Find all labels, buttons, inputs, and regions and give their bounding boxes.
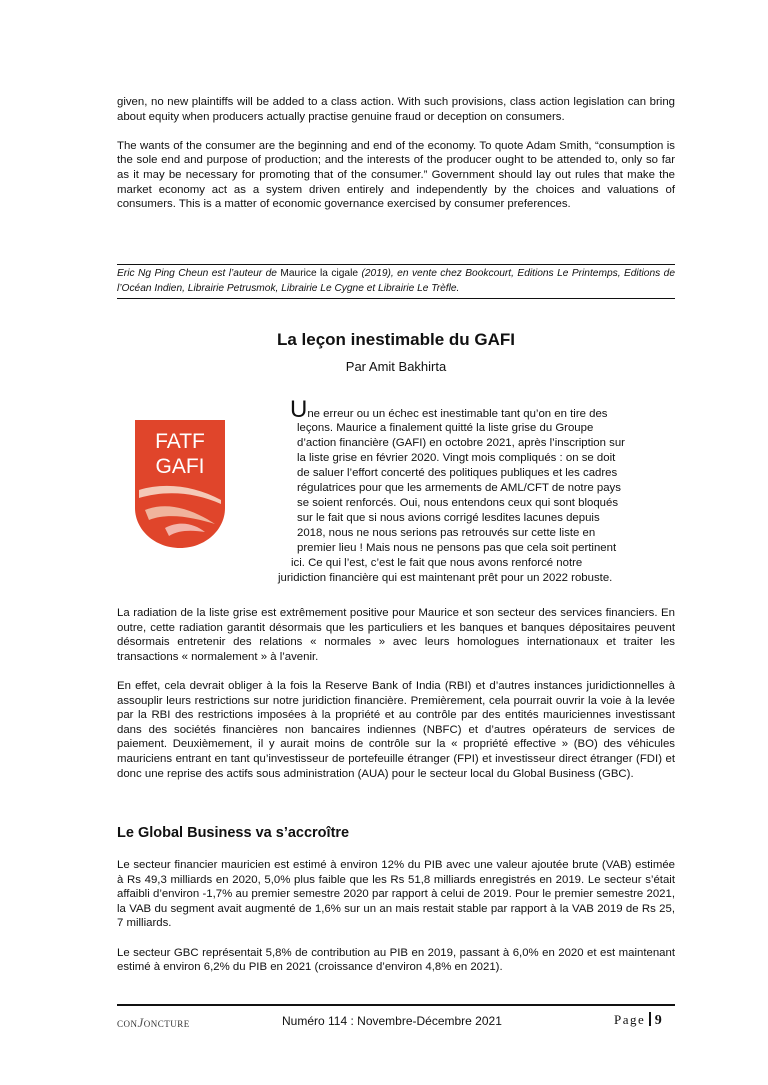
intro-line: la liste grise en février 2020. Vingt mois compliqués : on se doit — [297, 452, 616, 464]
paragraph: Le secteur financier mauricien est estimé à environ 12% du PIB avec une valeur ajoutée brute (VAB) estimée à Rs 49,3 milliards en 2020, 5,0% plus faible que les Rs 51,8 milliards enregistrés en 2019. Le secteur s’était affaibli d’environ -1,7% au premier semestre 2020 par rapport à celui de 2019. Pour le premier semestre 2021, la VAB du segment avait augmenté de 1,6% sur un an mais restait stable par rapport à la VAB 2019 de Rs 25, 7 milliards. — [117, 859, 675, 930]
author-note-c: (2019), en vente chez Bookcourt, Editions Le Printemps, Editions de l’Océan Indien, Librairie Petrusmok, Librairie Le Cygne et Librairie Le Trèfle. — [117, 268, 675, 294]
continuation-text — [117, 95, 675, 212]
intro-line: premier lieu ! Mais nous ne pensons pas que cela soit pertinent — [297, 542, 617, 554]
intro-line: d’action financière (GAFI) en octobre 2021, après l’inscription sur — [297, 437, 625, 449]
intro-line: sur le fait que si nous avions corrigé lesdites lacunes depuis — [297, 512, 600, 524]
page-num: 9 — [654, 1013, 664, 1028]
intro-line: se soient renforcés. Oui, nous entendons ceux qui sont bloqués — [297, 497, 619, 509]
intro-line: ici. Ce qui l’est, c’est le fait que nous avons renforcé notre — [291, 557, 583, 569]
intro-line: de saluer l’effort concerté des politiques publiques et les cadres — [297, 467, 618, 479]
paragraph: Le secteur GBC représentait 5,8% de contribution au PIB en 2019, passant à 6,0% en 2020 et est maintenant estimé à environ 6,2% du PIB en 2021 (croissance d’environ 4,8% en 2021). — [117, 946, 675, 974]
conjoncture-logo: CONJONCTURE — [117, 1015, 190, 1030]
article-title: La leçon inestimable du GAFI — [276, 330, 516, 349]
intro-line-1: Une erreur ou un échec est inestimable tant qu’on en tire des — [290, 396, 608, 423]
logo-line2: GAFI — [155, 455, 205, 478]
article-body-2 — [117, 858, 675, 975]
author-note-a: Eric Ng Ping Cheun est l’auteur de — [117, 268, 281, 279]
dropcap: U — [290, 396, 308, 423]
intro-line: juridiction financière qui est maintenant prêt pour un 2022 robuste. — [278, 572, 613, 584]
intro-line: régulatrices pour que les armements de AML/CFT de notre pays — [297, 482, 621, 494]
author-note — [117, 267, 675, 296]
paragraph: En effet, cela devrait obliger à la fois la Reserve Bank of India (RBI) et d’autres instances juridictionnelles à assouplir leurs restrictions sur notre juridiction financière. Premièrement, cela pourrait ouvrir la voie à la levée par la RBI des restrictions imposées à la propriété et au contrôle par des entités mauriciennes investissant dans des sociétés financières non bancaires indiennes (NBFC) et d’autres opérateurs de services de paiement. Deuxièmement, il y aurait moins de contrôle sur la « propriété effective » (BO) des véhicules mauriciens entrant en tant qu’investisseur de portefeuille étranger (FPI) et investisseur direct étranger (FDI) et donc une reprise des actifs sous administration (AUA) pour le secteur local du Global Business (GBC). — [117, 679, 675, 780]
paragraph: La radiation de la liste grise est extrêmement positive pour Maurice et son secteur des services financiers. En outre, cette radiation garantit désormais que les particuliers et les banques et banques dépositaires peuvent désormais entretenir des relations « normales » avec leurs homologues internationaux et traiter les transactions « normalement » à l’avenir. — [117, 607, 675, 663]
note-top-rule — [117, 264, 675, 265]
fatf-gafi-logo — [135, 420, 225, 548]
page-label: Page — [614, 1012, 646, 1027]
paragraph: given, no new plaintiffs will be added to a class action. With such provisions, class action legislation can bring about equity when producers actually practise genuine fraud or deception on consumers. — [117, 96, 675, 123]
issue-label: Numéro 114 : Novembre-Décembre 2021 — [282, 1014, 502, 1028]
section-heading: Le Global Business va s’accroître — [117, 825, 350, 841]
book-title: Maurice la cigale — [280, 268, 359, 279]
paragraph: The wants of the consumer are the beginning and end of the economy. To quote Adam Smith, “consumption is the sole end and purpose of production; and the interests of the producer ought to be attended to, only so far as it may be necessary for promoting that of the consumer.” Government should lay out rules that make the market economy act as a system driven entirely and independently by the choices and valuations of consumers. This is a matter of economic governance exercised by consumer preferences. — [117, 139, 675, 211]
article-body — [117, 606, 675, 781]
logo-line1: FATF — [155, 430, 205, 453]
footer-rule — [117, 1004, 675, 1006]
intro-line: leçons. Maurice a finalement quitté la liste grise du Groupe — [297, 422, 594, 434]
note-bottom-rule — [117, 298, 675, 299]
article-byline: Par Amit Bakhirta — [345, 359, 447, 374]
page-number — [614, 1012, 663, 1029]
intro-line: 2018, nous ne nous serions pas retrouvés sur cette liste en — [297, 527, 596, 539]
